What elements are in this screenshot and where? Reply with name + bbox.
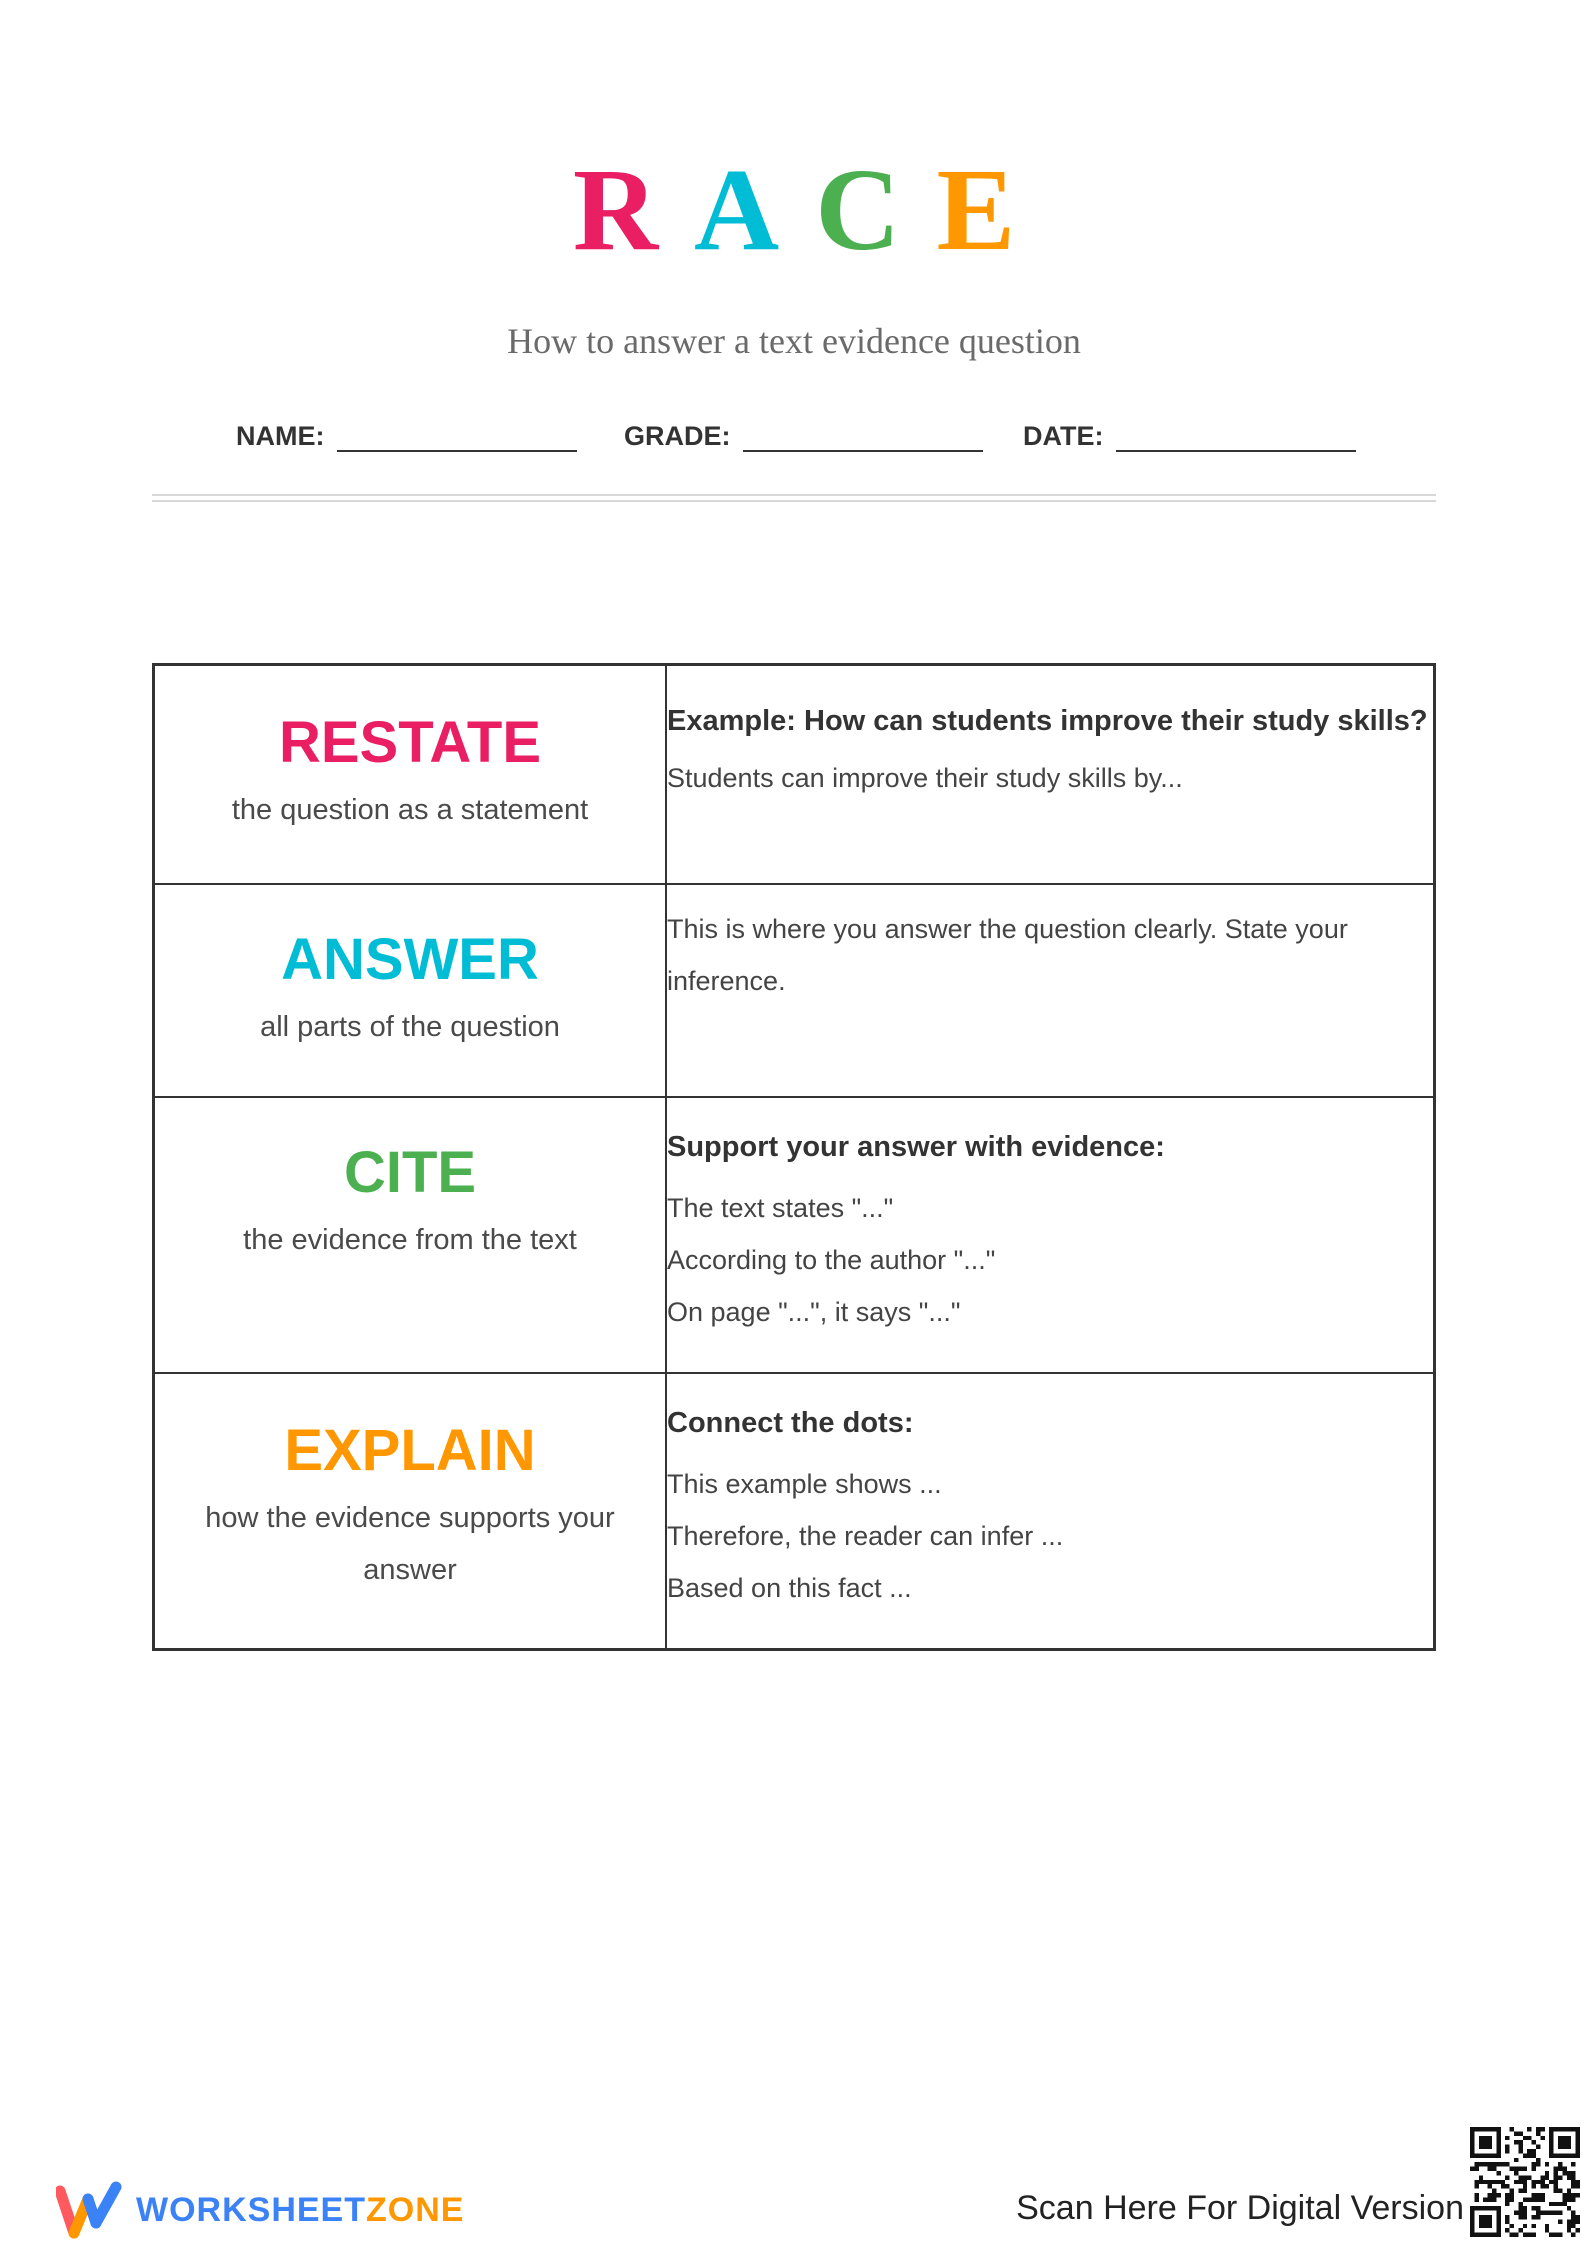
date-blank-line[interactable] xyxy=(1116,414,1356,452)
step-subtitle: the evidence from the text xyxy=(243,1223,577,1256)
step-cell xyxy=(154,884,667,1097)
title-letter-r: R xyxy=(572,144,695,275)
scan-caption: Scan Here For Digital Version xyxy=(1016,2189,1464,2227)
date-field[interactable] xyxy=(1023,414,1356,452)
detail-line: According to the author "..." xyxy=(667,1244,996,1275)
date-label: DATE: xyxy=(1023,421,1104,451)
divider-bottom xyxy=(152,500,1436,502)
step-subtitle: all parts of the question xyxy=(260,1010,560,1043)
step-title-restate: RESTATE xyxy=(278,710,542,775)
table-row-answer xyxy=(154,884,1435,1097)
grade-blank-line[interactable] xyxy=(743,414,983,452)
detail-cell xyxy=(666,1097,1435,1373)
worksheetzone-w-icon xyxy=(56,2181,122,2239)
step-title-explain: EXPLAIN xyxy=(284,1417,536,1483)
step-title-cite: CITE xyxy=(343,1139,477,1205)
detail-cell xyxy=(666,665,1435,884)
detail-heading: Support your answer with evidence: xyxy=(667,1130,1165,1163)
logo-text-zone: ZONE xyxy=(366,2190,465,2229)
table-row-cite xyxy=(154,1097,1435,1373)
race-table xyxy=(152,663,1436,1651)
worksheetzone-logo[interactable] xyxy=(56,2181,464,2239)
grade-label: GRADE: xyxy=(624,421,731,451)
detail-line: Based on this fact ... xyxy=(667,1572,912,1603)
detail-cell xyxy=(666,884,1435,1097)
page-subtitle: How to answer a text evidence question xyxy=(507,321,1081,361)
detail-line: This is where you answer the question clearly. State your inference. xyxy=(667,913,1348,996)
step-cell xyxy=(154,1097,667,1373)
name-field[interactable] xyxy=(236,414,577,452)
name-label: NAME: xyxy=(236,421,325,451)
detail-line: Students can improve their study skills by... xyxy=(667,763,1183,793)
detail-heading: Example: How can students improve their study skills? xyxy=(667,705,1428,737)
step-cell xyxy=(154,665,667,884)
table-row-explain xyxy=(154,1373,1435,1650)
student-info-fields xyxy=(0,414,1588,454)
name-blank-line[interactable] xyxy=(337,414,577,452)
detail-cell xyxy=(666,1373,1435,1650)
qr-code-icon[interactable] xyxy=(1470,2127,1580,2237)
logo-text-worksheet: WORKSHEET xyxy=(136,2190,366,2229)
title-letter-e: E xyxy=(936,144,1052,275)
detail-line: On page "...", it says "..." xyxy=(667,1296,961,1327)
step-cell xyxy=(154,1373,667,1650)
detail-line: The text states "..." xyxy=(667,1192,894,1223)
page-title xyxy=(0,144,1588,275)
table-row-restate xyxy=(154,665,1435,884)
step-subtitle: how the evidence supports your answer xyxy=(205,1501,615,1586)
step-title-answer: ANSWER xyxy=(281,926,539,992)
title-letter-a: A xyxy=(694,144,816,275)
title-letter-c: C xyxy=(815,144,937,275)
step-subtitle: the question as a statement xyxy=(231,794,589,826)
detail-line: Therefore, the reader can infer ... xyxy=(667,1520,1064,1551)
grade-field[interactable] xyxy=(624,414,983,452)
logo-text xyxy=(136,2191,464,2230)
detail-heading: Connect the dots: xyxy=(667,1406,914,1439)
divider-top xyxy=(152,494,1436,496)
detail-line: This example shows ... xyxy=(667,1468,942,1499)
